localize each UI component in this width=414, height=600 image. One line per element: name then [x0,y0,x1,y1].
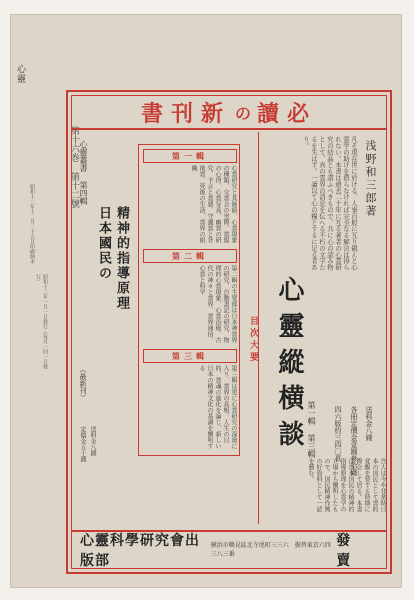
book2-postage: 送料金八錢 [89,426,96,456]
toc-section-1-body: 心霊研究と其価値、心霊現象の種類、交霊会の実際、霊媒の心得、心霊写真、幽霊の研究、予言と霊感、守護霊と背後霊、死後の生活、霊界の組織 [190,165,237,243]
toc-section-3-head: 第三輯 [143,349,237,363]
book2-series: 心靈叢書 第四輯 [79,140,88,205]
advertisement-frame [66,90,392,574]
publisher-address: 横浜市鶴見區北寺尾町三三六 振替東京六四三八三番 [210,542,331,558]
banner-left: 書刊新 [140,101,231,127]
book1-author: 浅野和三郎著 [364,140,377,218]
advertisement-inner-frame [71,95,387,569]
toc-section-2-head: 第二輯 [143,249,237,263]
publish-info: 昭和十三年一月一日發行（毎月一回一日發行） [35,274,48,369]
book2-edition: （最新刊） [79,366,87,401]
toc-section-2-body: 第二輯の主要部は日本神霊界の研究、自動書記の研究、物理的心霊現象、心霊治療、古代の神々と霊界、霊界通信、心霊と科学 [198,265,237,343]
issuer-label: 發賣 [336,533,361,569]
banner-mid: の [234,103,253,123]
toc-box [138,144,240,456]
toc-label: 目次大要 [248,316,258,364]
book2-price: 定價金五十錢 [79,426,86,462]
print-info: 昭和十二年十二月二十五日印刷納本 [29,184,35,264]
spine-title: 心靈 [15,64,25,84]
banner-right: 讀必 [257,101,318,127]
book1-title: 心靈縱横談 [274,276,304,456]
magazine-back-cover [10,14,402,588]
toc-section-3-body: 第三輯は更に心霊研究の深奥に入り、霊界の真相、人生の目的、霊魂の進化を論じ、新しい日本の精神文化の基調を闡明する [198,365,237,449]
book2-title: 日本國民の [96,206,111,281]
banner-heading [72,96,386,130]
book1-format: 四六版約三四〇頁 [334,406,342,462]
book2-subtitle: 精神的指導原理 [114,206,129,311]
toc-section-1-head: 第一輯 [143,149,237,163]
book1-price: 各冊定價金壹圓參拾錢 [350,406,358,476]
publisher-footer [72,530,386,568]
spine-issue: 第十六巻 第十二號 [69,126,79,208]
book1-postage: 送料金八錢 [365,406,373,441]
lower-description: 吾人は今や非常時日本の国民として霊的覚醒を要する時期に際会して居る。本書は日本国民の精神的指導原理を心霊学の立場から闡明したもので、国民精神作興の好資料として一読を薦む。 [307,458,386,512]
book1-description: 凡そ現在世に於ける、人事百般に互り観んと心霊学の助けを借らなければ完全なる解決は得られない。本書は過去二十年に互る著者の心霊研究の結晶とも謂ふべきもので、共に心の読み物として、真の霊界の消息を伝へる不朽の文字たるを失はず。一讀以て心の糧とするに足る者あり。 [302,136,358,271]
book1-volume: 第一輯 第三輯 [307,401,316,458]
publisher-name: 心靈科學研究會出版部 [80,533,200,569]
